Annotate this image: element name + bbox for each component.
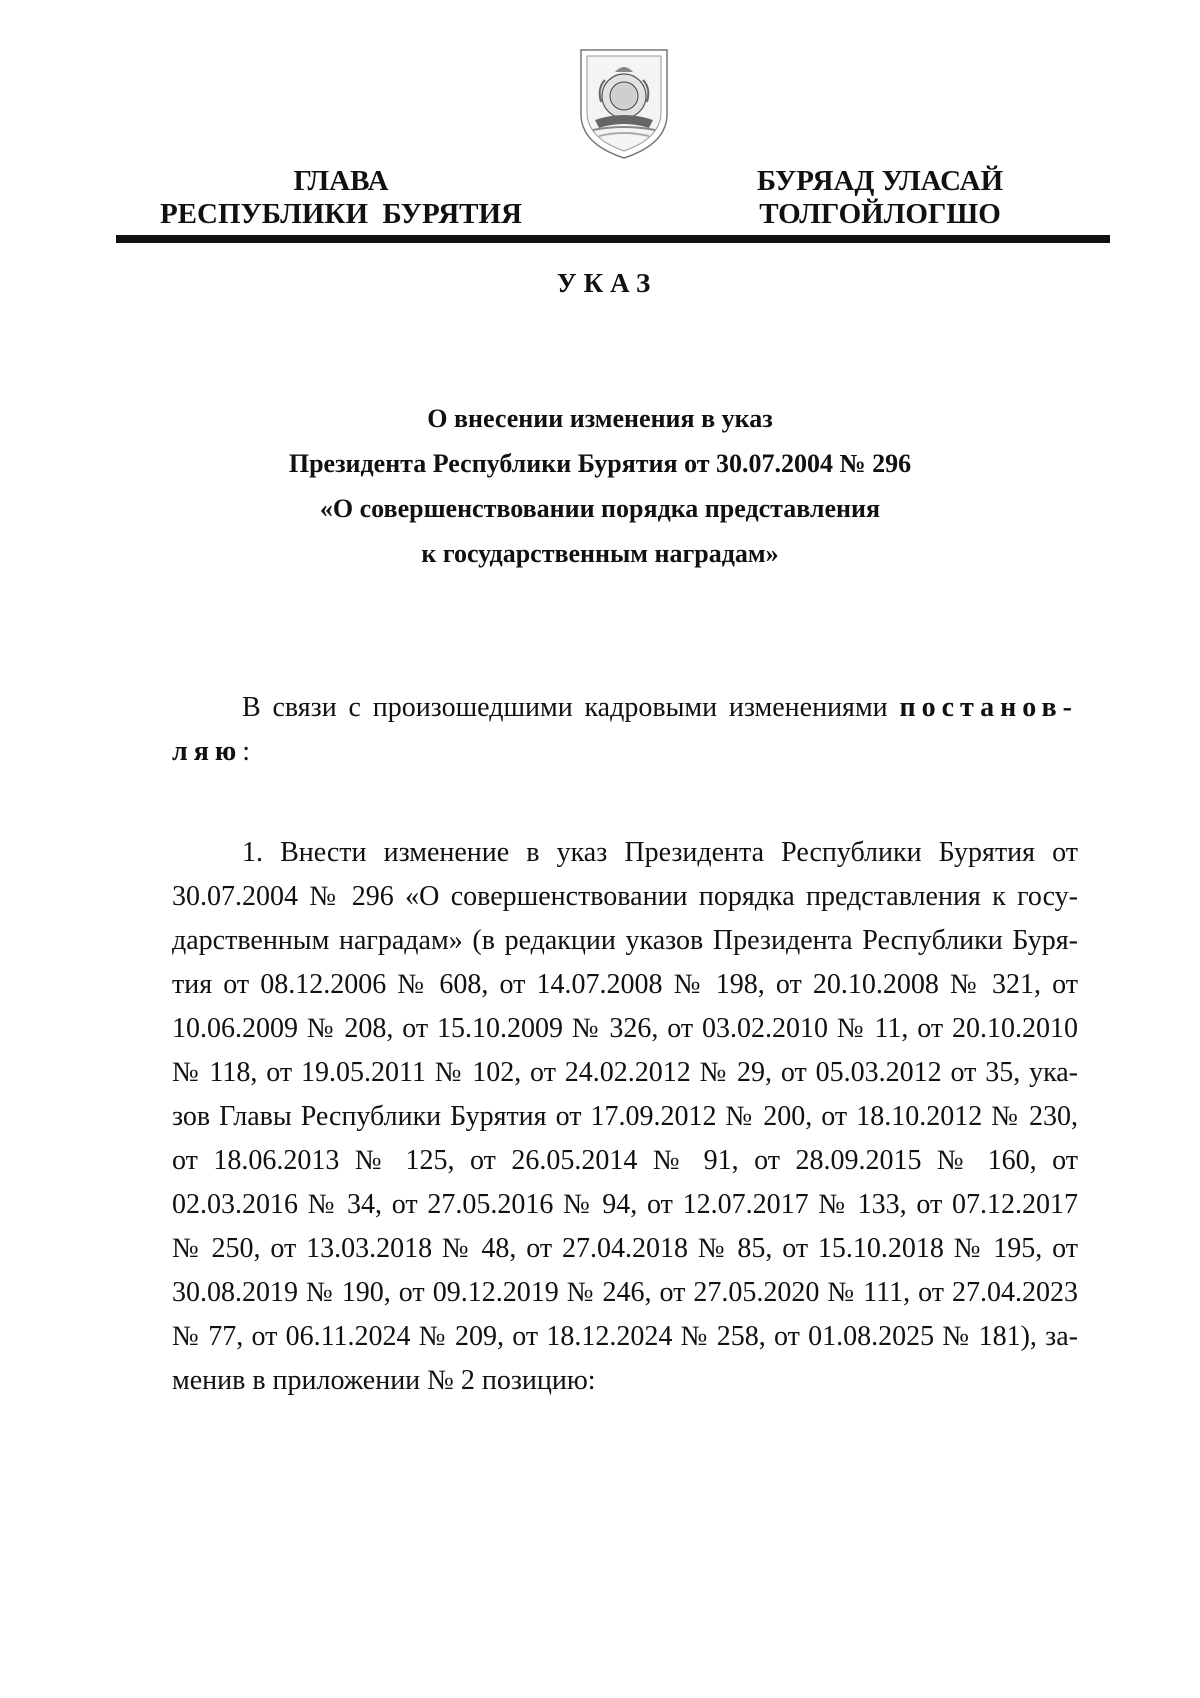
- clause-1: [172, 831, 1078, 1403]
- intro-text: В связи с произошедшими кадровыми изменениями: [242, 692, 900, 723]
- document-type: УКАЗ: [556, 268, 658, 298]
- clause-line: от 18.06.2013 № 125, от 26.05.2014 № 91, от 28.09.2015 № 160, от: [172, 1145, 1078, 1176]
- header-right-line2: ТОЛГОЙЛОГШО: [759, 198, 1001, 230]
- header-left-line2: РЕСПУБЛИКИ БУРЯТИЯ: [159, 198, 523, 230]
- decree-word-part2: ляю: [172, 736, 243, 767]
- clause-line: 1. Внести изменение в указ Президента Республики Бурятия от: [242, 837, 1078, 868]
- coat-of-arms-icon: [575, 44, 673, 162]
- clause-line: 10.06.2009 № 208, от 15.10.2009 № 326, от 03.02.2010 № 11, от 20.10.2010: [172, 1013, 1078, 1044]
- header-left-line1: ГЛАВА: [293, 165, 389, 197]
- header-right-line1: БУРЯАД УЛАСАЙ: [756, 165, 1004, 197]
- intro-paragraph: [172, 686, 1078, 774]
- header-divider: [116, 235, 1110, 243]
- intro-colon: :: [242, 736, 251, 767]
- clause-line: № 77, от 06.11.2024 № 209, от 18.12.2024 № 258, от 01.08.2025 № 181), за-: [172, 1321, 1078, 1352]
- clause-line: менив в приложении № 2 позицию:: [172, 1365, 596, 1396]
- clause-line: 02.03.2016 № 34, от 27.05.2016 № 94, от 12.07.2017 № 133, от 07.12.2017: [172, 1189, 1078, 1220]
- decree-word-part1: постанов-: [899, 692, 1078, 723]
- intro-line-1: [172, 686, 1078, 730]
- clause-line: дарственным наградам» (в редакции указов Президента Республики Буря-: [172, 925, 1078, 956]
- clause-line: зов Главы Республики Бурятия от 17.09.2012 № 200, от 18.10.2012 № 230,: [172, 1101, 1078, 1132]
- intro-line-2: [172, 730, 1078, 774]
- title-line: О внесении изменения в указ: [427, 404, 773, 433]
- clause-line: тия от 08.12.2006 № 608, от 14.07.2008 № 198, от 20.10.2008 № 321, от: [172, 969, 1078, 1000]
- clause-line: 30.07.2004 № 296 «О совершенствовании порядка представления к госу-: [172, 881, 1078, 912]
- header-right: [732, 165, 1028, 231]
- title-line: к государственным наградам»: [421, 539, 779, 568]
- clause-line: № 250, от 13.03.2018 № 48, от 27.04.2018 № 85, от 15.10.2018 № 195, от: [172, 1233, 1078, 1264]
- header-left: [150, 165, 532, 231]
- title-line: Президента Республики Бурятия от 30.07.2004 № 296: [288, 449, 912, 478]
- clause-line: 30.08.2019 № 190, от 09.12.2019 № 246, от 27.05.2020 № 111, от 27.04.2023: [172, 1277, 1078, 1308]
- clause-line: № 118, от 19.05.2011 № 102, от 24.02.2012 № 29, от 05.03.2012 от 35, ука-: [172, 1057, 1078, 1088]
- document-title: [150, 396, 1050, 576]
- title-line: «О совершенствовании порядка представления: [319, 494, 881, 523]
